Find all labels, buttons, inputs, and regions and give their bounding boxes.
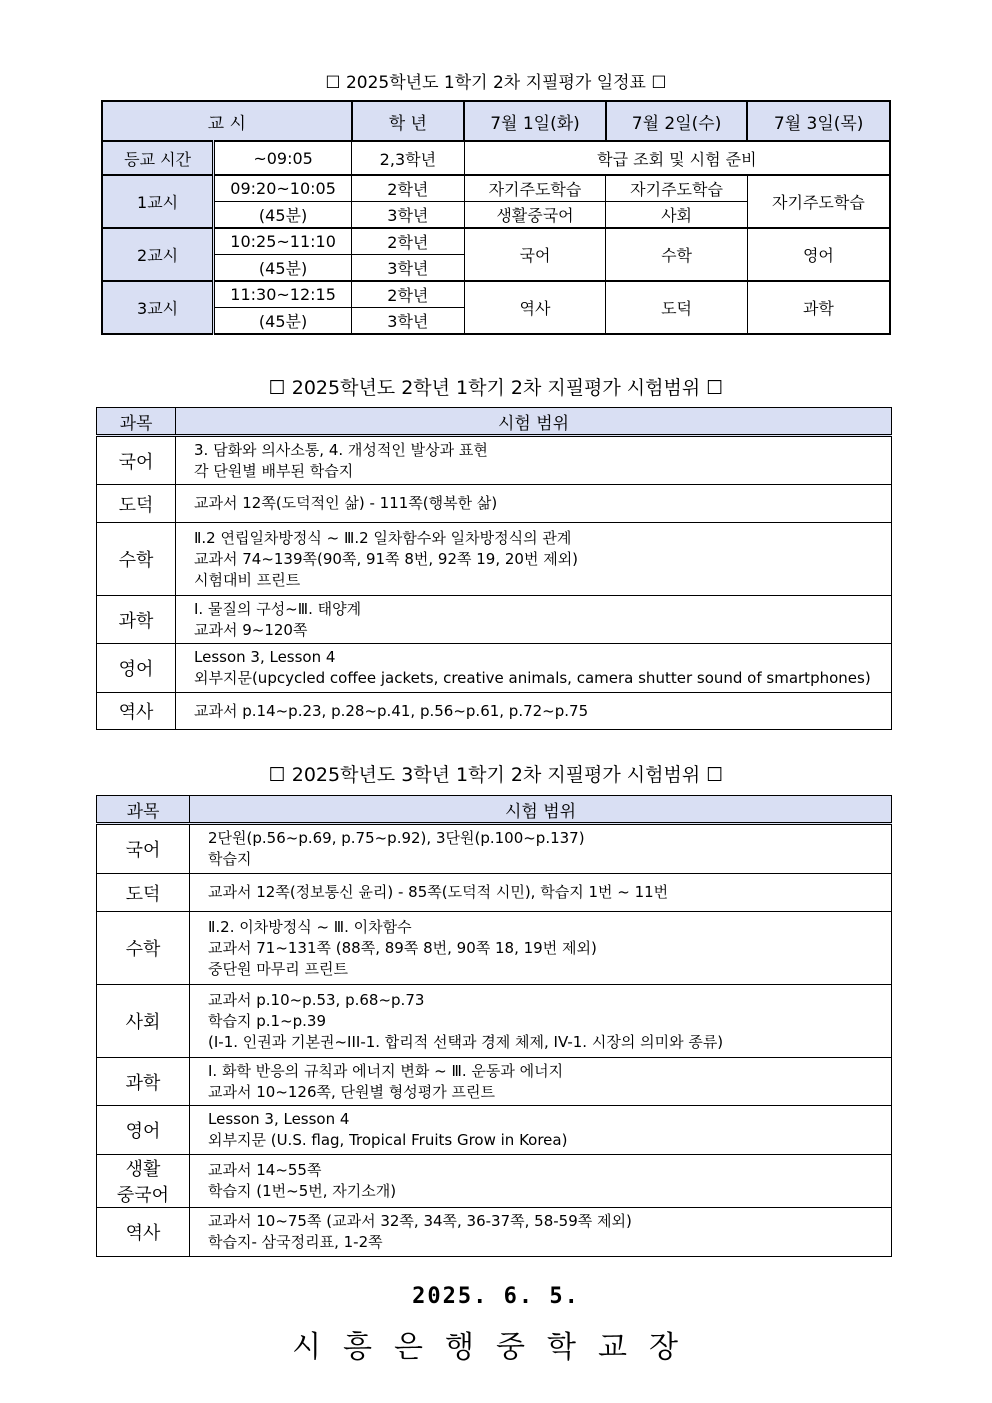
range-line: 학습지- 삼국정리표, 1-2쪽 (208, 1233, 383, 1251)
header-day3: 7월 3일(목) (747, 101, 890, 141)
subject-line: 중국어 (116, 1185, 170, 1206)
range-line: 교과서 10~75쪽 (교과서 32쪽, 34쪽, 36-37쪽, 58-59쪽 제외) (208, 1212, 632, 1230)
range-line: 교과서 10~126쪽, 단원별 형성평가 프린트 (208, 1082, 495, 1101)
document-date: 2025. 6. 5. (412, 1284, 580, 1309)
period-1-day3: 자기주도학습 (747, 175, 890, 228)
period-1-grade3: 3학년 (352, 202, 465, 229)
period-3-day3: 과학 (747, 281, 890, 334)
period-1-label: 1교시 (102, 175, 214, 228)
subject-cell: 영어 (97, 1106, 190, 1155)
range-row (97, 985, 892, 1058)
range-line: 중단원 마무리 프린트 (208, 959, 348, 978)
range-line: Lesson 3, Lesson 4 (208, 1110, 350, 1128)
range-cell (176, 693, 892, 730)
period-2-day2: 수학 (606, 228, 748, 281)
range-line: Ⅰ. 물질의 구성~Ⅲ. 태양계 (194, 599, 362, 618)
range-cell (176, 596, 892, 644)
period-3-day2: 도덕 (606, 281, 748, 334)
subject-cell: 도덕 (97, 874, 190, 912)
period-3-day1: 역사 (464, 281, 606, 334)
schedule-title: ☐ 2025학년도 1학기 2차 지필평가 일정표 ☐ (325, 73, 667, 93)
grade2-subject-header: 과목 (97, 408, 176, 436)
range-line: 교과서 9~120쪽 (194, 620, 308, 639)
range-cell (190, 1155, 892, 1208)
range-line: 교과서 71~131쪽 (88쪽, 89쪽 8번, 90쪽 18, 19번 제외) (208, 938, 597, 957)
range-cell (190, 1058, 892, 1106)
period-3-duration: (45분) (214, 308, 352, 335)
range-line: 각 단원별 배부된 학습지 (194, 461, 354, 480)
period-2-grade2: 2학년 (352, 228, 465, 255)
header-grade: 학 년 (352, 101, 465, 141)
range-row (97, 596, 892, 644)
grade2-title: ☐ 2025학년도 2학년 1학기 2차 지필평가 시험범위 ☐ (268, 377, 724, 399)
period-1-day1-grade3: 생활중국어 (464, 202, 606, 229)
subject-cell: 도덕 (97, 485, 176, 523)
range-line: 학습지 (208, 850, 252, 868)
header-period: 교 시 (102, 101, 352, 141)
range-row (97, 1106, 892, 1155)
grade2-range-header: 시험 범위 (176, 408, 892, 436)
range-line: 교과서 p.14~p.23, p.28~p.41, p.56~p.61, p.72~p.75 (194, 701, 589, 720)
subject-cell: 과학 (97, 596, 176, 644)
header-day1: 7월 1일(화) (464, 101, 606, 141)
range-row (97, 824, 892, 874)
grade3-subject-header: 과목 (97, 796, 190, 824)
range-line: 교과서 12쪽(도덕적인 삶) - 111쪽(행복한 삶) (194, 494, 498, 512)
range-line: 3. 담화와 의사소통, 4. 개성적인 발상과 표현 (194, 440, 488, 459)
period-2-label: 2교시 (102, 228, 214, 281)
range-line: 교과서 p.10~p.53, p.68~p.73 (208, 990, 425, 1009)
range-row (97, 1155, 892, 1208)
range-line: 시험대비 프린트 (194, 570, 301, 589)
period-1-duration: (45분) (214, 202, 352, 229)
period-1-day2-grade3: 사회 (606, 202, 748, 229)
range-line: Ⅱ.2 연립일차방정식 ~ Ⅲ.2 일차함수와 일차방정식의 관계 (194, 528, 572, 547)
subject-cell: 국어 (97, 436, 176, 485)
subject-cell: 수학 (97, 912, 190, 985)
subject-cell: 역사 (97, 1208, 190, 1257)
period-2-time: 10:25~11:10 (214, 228, 352, 255)
range-row (97, 485, 892, 523)
range-row (97, 1058, 892, 1106)
range-line: 외부지문 (U.S. flag, Tropical Fruits Grow in Korea) (208, 1131, 568, 1149)
grade3-title: ☐ 2025학년도 3학년 1학기 2차 지필평가 시험범위 ☐ (268, 764, 724, 786)
range-line: 학습지 p.1~p.39 (208, 1011, 327, 1030)
grade3-range-header: 시험 범위 (190, 796, 892, 824)
grade3-range-table (96, 795, 892, 1257)
period-3-grade2: 2학년 (352, 281, 465, 308)
subject-cell (97, 1155, 190, 1208)
period-1-time: 09:20~10:05 (214, 175, 352, 202)
range-cell (190, 824, 892, 874)
range-row (97, 912, 892, 985)
range-row (97, 693, 892, 730)
range-row (97, 874, 892, 912)
period-2-day1: 국어 (464, 228, 606, 281)
range-cell (190, 985, 892, 1058)
period-1-grade2: 2학년 (352, 175, 465, 202)
range-line: (I-1. 인권과 기본권~III-1. 합리적 선택과 경제 체제, IV-1. 시장의 의미와 종류) (208, 1032, 724, 1051)
range-line: 교과서 12쪽(정보통신 윤리) - 85쪽(도덕적 시민), 학습지 1번 ~ 11번 (208, 883, 669, 901)
range-row (97, 523, 892, 596)
subject-cell: 역사 (97, 693, 176, 730)
subject-cell: 사회 (97, 985, 190, 1058)
period-2-day3: 영어 (747, 228, 890, 281)
range-line: 교과서 74~139쪽(90쪽, 91쪽 8번, 92쪽 19, 20번 제외) (194, 549, 579, 568)
period-3-grade3: 3학년 (352, 308, 465, 335)
range-cell (190, 1208, 892, 1257)
range-line: 학습지 (1번~5번, 자기소개) (208, 1182, 397, 1200)
range-cell (176, 436, 892, 485)
arrival-grade: 2,3학년 (352, 141, 465, 175)
arrival-activity: 학급 조회 및 시험 준비 (464, 141, 890, 175)
subject-cell: 영어 (97, 644, 176, 693)
subject-cell: 수학 (97, 523, 176, 596)
grade2-range-table (96, 407, 892, 730)
range-line: Ⅱ.2. 이차방정식 ~ Ⅲ. 이차함수 (208, 917, 412, 936)
range-row (97, 644, 892, 693)
range-line: 외부지문(upcycled coffee jackets, creative animals, camera shutter sound of smartphones) (194, 669, 871, 687)
period-3-label: 3교시 (102, 281, 214, 334)
period-2-grade3: 3학년 (352, 255, 465, 282)
range-cell (176, 644, 892, 693)
schedule-table (101, 100, 891, 335)
subject-line: 생활 (125, 1159, 161, 1180)
range-cell (190, 912, 892, 985)
period-1-day2-grade2: 자기주도학습 (606, 175, 748, 202)
subject-cell: 과학 (97, 1058, 190, 1106)
arrival-label: 등교 시간 (102, 141, 214, 175)
period-3-time: 11:30~12:15 (214, 281, 352, 308)
range-cell (176, 523, 892, 596)
school-principal: 시흥은행중학교장 (292, 1330, 700, 1365)
range-row (97, 436, 892, 485)
range-cell (190, 1106, 892, 1155)
header-day2: 7월 2일(수) (606, 101, 748, 141)
arrival-time: ~09:05 (214, 141, 352, 175)
range-line: Ⅰ. 화학 반응의 규칙과 에너지 변화 ~ Ⅲ. 운동과 에너지 (208, 1061, 564, 1080)
range-line: Lesson 3, Lesson 4 (194, 648, 336, 666)
range-line: 2단원(p.56~p.69, p.75~p.92), 3단원(p.100~p.137) (208, 829, 585, 847)
subject-cell: 국어 (97, 824, 190, 874)
range-line: 교과서 14~55쪽 (208, 1161, 322, 1179)
range-row (97, 1208, 892, 1257)
range-cell (176, 485, 892, 523)
period-2-duration: (45분) (214, 255, 352, 282)
period-1-day1-grade2: 자기주도학습 (464, 175, 606, 202)
range-cell (190, 874, 892, 912)
